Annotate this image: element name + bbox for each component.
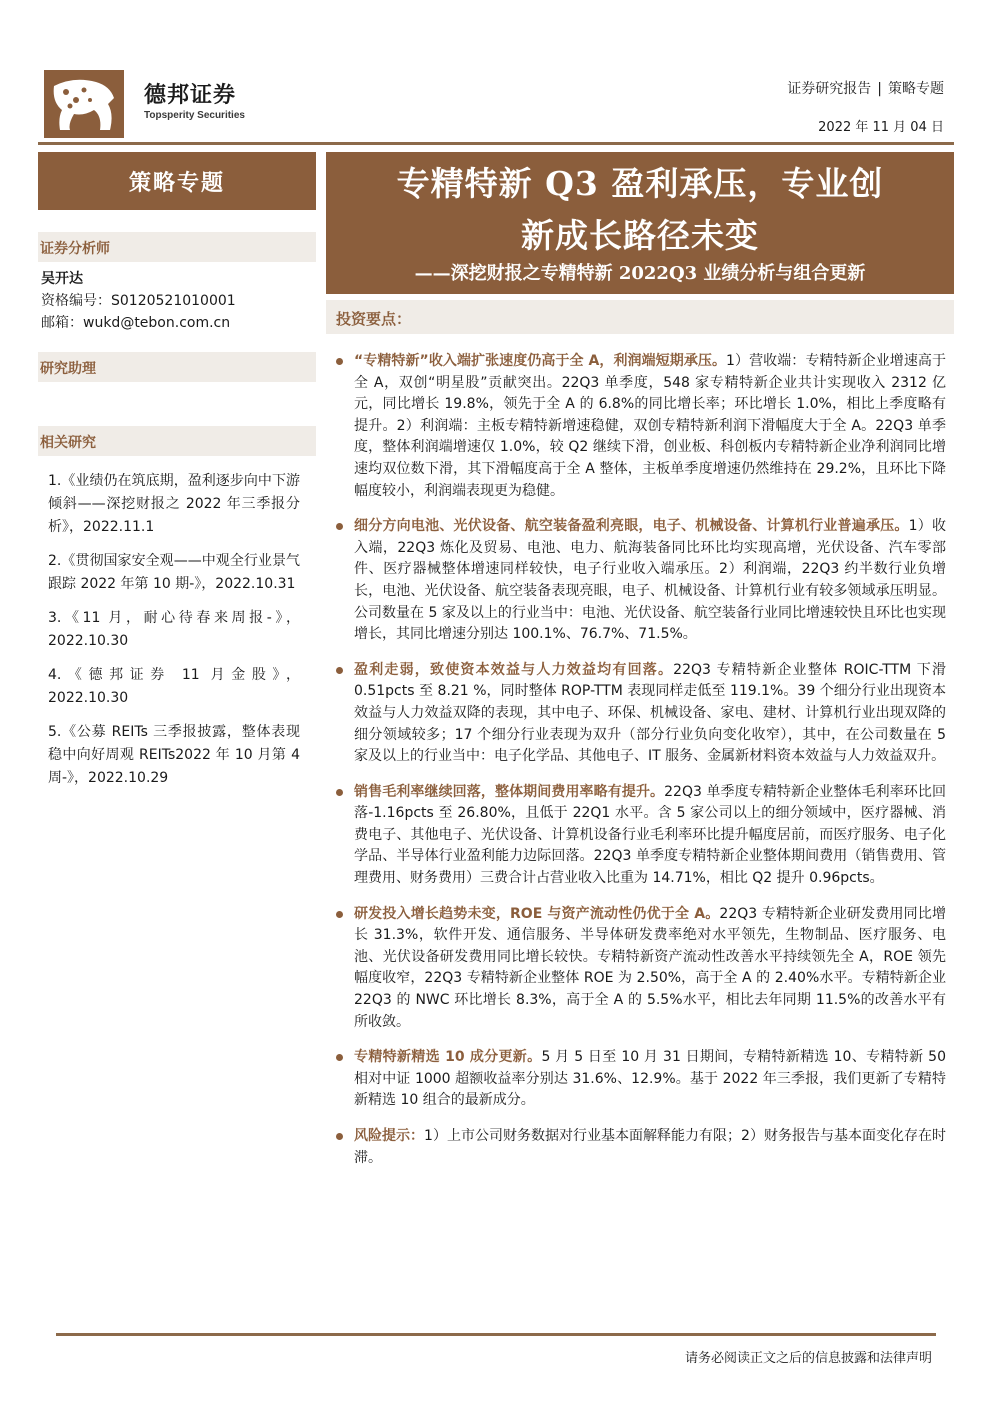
related-heading: 相关研究 bbox=[40, 435, 96, 451]
key-point-highlight: 细分方向电池、光伏设备、航空装备盈利亮眼，电子、机械设备、计算机行业普遍承压。 bbox=[354, 518, 909, 535]
key-points-list bbox=[334, 351, 946, 1183]
key-point-highlight: “专精特新”收入端扩张速度仍高于全 A，利润端短期承压。 bbox=[354, 353, 727, 369]
brand-name-cn: 德邦证券 bbox=[144, 83, 237, 108]
title-banner bbox=[326, 152, 954, 294]
key-point-text: 22Q3 单季度专精特新企业整体毛利率环比回落-1.16pcts 至 26.80%，且低于 22Q1 水平。含 5 家公司以上的细分领域中，医疗器械、消费电子、其他电子、光伏设备、计算机设备行业毛利率环比提升幅度居前，而医疗服务、电子化学品、半导体行业盈利能力边际回落。22Q3 单季度专精特新企业整体期间费用（销售费用、管理费用、财务费用）三费合计占营业收入比重为 14.71%，相比 Q2 提升 0.96pcts。 bbox=[354, 783, 946, 887]
key-point bbox=[334, 782, 946, 890]
key-point-text: 1）营收端：专精特新企业增速高于全 A，双创“明星股”贡献突出。22Q3 单季度，548 家专精特新企业共计实现收入 2312 亿元，同比增长 19.8%，领先于全 A 的 6.8%的同比增长率；环比增长 1.0%，相比上季度略有提升。2）利润端：主板专精特新增速稳健，双创专精特新利润下滑幅度大于全 A。22Q3 单季度，整体利润端增速仅 1.0%，较 Q2 继续下滑，创业板、科创板内专精特新企业净利润同比增速均双位数下滑，其下滑幅度高于全 A 整体，主板单季度增速仍然维持在 29.2%，且环比下降幅度较小，利润端表现更为稳健。 bbox=[354, 353, 946, 499]
bullet-dot-icon bbox=[336, 911, 343, 918]
related-item[interactable]: 3.《11 月，耐心待春来周报-》，2022.10.30 bbox=[48, 610, 300, 649]
header-divider bbox=[38, 142, 954, 145]
related-research-list bbox=[48, 470, 300, 801]
risk-warning-label: 风险提示： bbox=[354, 1128, 425, 1144]
brand-block bbox=[144, 84, 245, 122]
key-points-bar bbox=[326, 300, 954, 334]
footer-divider bbox=[56, 1333, 936, 1336]
key-point bbox=[334, 351, 946, 502]
topic-banner bbox=[38, 152, 316, 210]
doc-type-label: 证券研究报告 bbox=[787, 81, 872, 97]
separator: | bbox=[877, 81, 882, 97]
assistant-heading: 研究助理 bbox=[40, 361, 96, 377]
key-point bbox=[334, 516, 946, 646]
related-item[interactable]: 1.《业绩仍在筑底期，盈利逐步向中下游倾斜——深挖财报之 2022 年三季报分析》，2022.11.1 bbox=[48, 473, 300, 535]
key-point-text: 5 月 5 日至 10 月 31 日期间，专精特新精选 10、专精特新 50 相对中证 1000 超额收益率分别达 31.6%、12.9%。基于 2022 年三季报，我们更新了专精特新精选 10 组合的最新成分。 bbox=[354, 1049, 946, 1109]
topic-label: 策略专题 bbox=[128, 169, 225, 196]
report-title-line-2: 新成长路径未变 bbox=[521, 216, 759, 255]
key-points-heading: 投资要点： bbox=[336, 310, 412, 328]
related-item[interactable]: 4.《德邦证券 11 月金股》，2022.10.30 bbox=[48, 667, 300, 706]
analyst-license: 资格编号：S0120521010001 bbox=[41, 293, 236, 309]
key-point-text: 1）上市公司财务数据对行业基本面解释能力有限；2）财务报告与基本面变化存在时滞。 bbox=[354, 1128, 947, 1166]
doc-category-label: 策略专题 bbox=[888, 81, 944, 97]
key-point-highlight: 盈利走弱，致使资本效益与人力效益均有回落。 bbox=[354, 661, 674, 678]
key-point bbox=[334, 1047, 946, 1112]
related-item[interactable]: 5.《公募 REITs 三季报披露，整体表现稳中向好周观 REITs2022 年 10 月第 4 周-》，2022.10.29 bbox=[48, 724, 300, 786]
key-point-text: 22Q3 专精特新企业研发费用同比增长 31.3%，软件开发、通信服务、半导体研发费率绝对水平领先，生物制品、医疗服务、电池、光伏设备研发费用同比增长较快。专精特新资产流动性改善水平持续领先全 A，ROE 领先幅度收窄，22Q3 专精特新企业整体 ROE 为 2.50%，高于全 A 的 2.40%水平。专精特新企业 22Q3 的 NWC 环比增长 8.3%，高于全 A 的 5.5%水平，相比去年同期 11.5%的改善水平有所收敛。 bbox=[354, 905, 946, 1030]
analyst-heading: 证券分析师 bbox=[40, 241, 110, 257]
key-point-highlight: 专精特新精选 10 成分更新。 bbox=[354, 1049, 542, 1066]
document-type bbox=[787, 78, 944, 98]
report-subtitle: ——深挖财报之专精特新 2022Q3 业绩分析与组合更新 bbox=[414, 263, 866, 284]
key-point-risk bbox=[334, 1126, 946, 1169]
bullet-dot-icon bbox=[336, 1133, 343, 1140]
disclaimer-note: 请务必阅读正文之后的信息披露和法律声明 bbox=[684, 1351, 932, 1366]
company-logo bbox=[44, 70, 124, 138]
key-point-highlight: 销售毛利率继续回落，整体期间费用率略有提升。 bbox=[354, 783, 665, 800]
report-date: 2022 年 11 月 04 日 bbox=[818, 120, 944, 135]
key-point-highlight: 研发投入增长趋势未变，ROE 与资产流动性仍优于全 A。 bbox=[354, 905, 720, 922]
bullet-dot-icon bbox=[336, 358, 343, 365]
key-point bbox=[334, 904, 946, 1034]
key-point-text: 22Q3 专精特新企业整体 ROIC-TTM 下滑 0.51pcts 至 8.21 %，同时整体 ROP-TTM 表现同样走低至 119.1%。39 个细分行业出现资本效益与人力效益双降的表现，其中电子、环保、机械设备、家电、建材、计算机行业出现双降的细分领域较多；17 个细分行业表现为双升（部分行业负向变化收窄），其中，在公司数量在 5 家及以上的行业当中：电子化学品、其他电子、IT 服务、金属新材料资本效益与人力效益双升。 bbox=[354, 661, 946, 765]
analyst-name: 吴开达 bbox=[41, 271, 83, 287]
bullet-dot-icon bbox=[336, 789, 343, 796]
report-title-line-1: 专精特新 Q3 盈利承压，专业创 bbox=[396, 164, 884, 203]
bullet-dot-icon bbox=[336, 523, 343, 530]
brand-name-en: Topsperity Securities bbox=[144, 110, 245, 121]
bullet-dot-icon bbox=[336, 667, 343, 674]
key-point bbox=[334, 660, 946, 768]
key-point-text: 1）收入端，22Q3 炼化及贸易、电池、电力、航海装备同比环比均实现高增，光伏设备、汽车零部件、医疗器械整体增速同样较快，电子行业收入端承压。2）利润端，22Q3 约半数行业负增长，电池、光伏设备、航空装备表现亮眼，电子、机械设备、计算机行业有较多领域承压明显。公司数量在 5 家及以上的行业当中：电池、光伏设备、航空装备行业同比增速较快且环比也实现增长，其同比增速分别达 100.1%、76.7%、71.5%。 bbox=[354, 518, 946, 643]
bullet-dot-icon bbox=[336, 1054, 343, 1061]
analyst-email: 邮箱：wukd@tebon.com.cn bbox=[41, 315, 231, 331]
related-item[interactable]: 2.《贯彻国家安全观——中观全行业景气跟踪 2022 年第 10 期-》，2022.10.31 bbox=[48, 553, 300, 592]
